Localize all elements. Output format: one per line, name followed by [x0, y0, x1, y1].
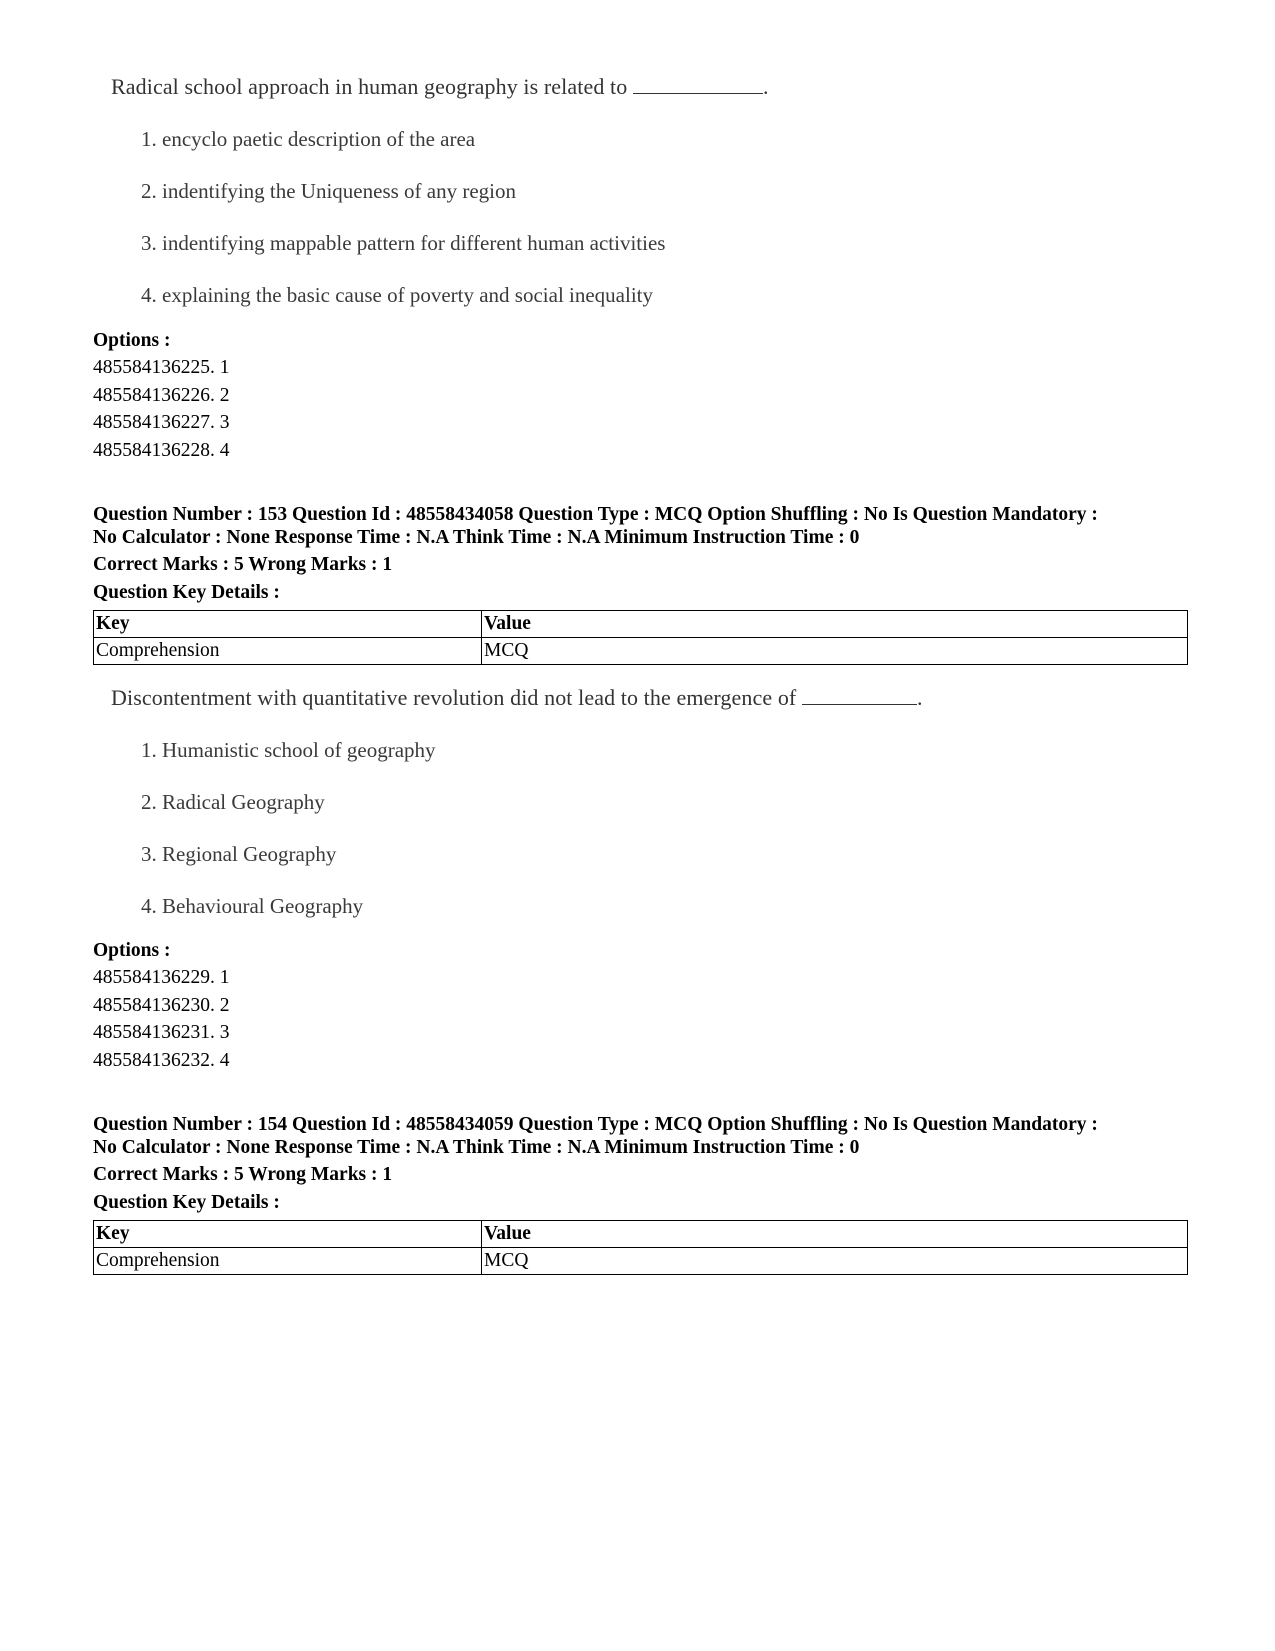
key-details-label: Question Key Details :	[93, 582, 280, 603]
table-header-value: Value	[482, 1221, 1188, 1248]
option-item: 485584136230. 2	[93, 995, 230, 1016]
question-meta-line-2: No Calculator : None Response Time : N.A Think Time : N.A Minimum Instruction Time : 0	[93, 527, 860, 548]
answer-blank	[633, 75, 763, 94]
question-stem-text: Radical school approach in human geography is related to	[111, 74, 628, 99]
key-details-table	[93, 610, 1188, 665]
key-details-label: Question Key Details :	[93, 1192, 280, 1213]
key-details-table	[93, 1220, 1188, 1275]
option-item: 485584136226. 2	[93, 385, 230, 406]
table-cell-key: Comprehension	[94, 1248, 482, 1275]
option-item: 485584136228. 4	[93, 440, 230, 461]
option-item: 485584136231. 3	[93, 1022, 230, 1043]
question-choice-4: 4. Behavioural Geography	[141, 894, 364, 918]
question-meta-line-2: No Calculator : None Response Time : N.A Think Time : N.A Minimum Instruction Time : 0	[93, 1137, 860, 1158]
question-marks: Correct Marks : 5 Wrong Marks : 1	[93, 554, 393, 575]
option-item: 485584136225. 1	[93, 357, 230, 378]
question-stem-text: Discontentment with quantitative revolution did not lead to the emergence of	[111, 685, 797, 710]
table-header-value: Value	[482, 611, 1188, 638]
question-marks: Correct Marks : 5 Wrong Marks : 1	[93, 1164, 393, 1185]
question-choice-3: 3. indentifying mappable pattern for different human activities	[141, 231, 666, 255]
table-header-key: Key	[94, 1221, 482, 1248]
question-choice-1: 1. Humanistic school of geography	[141, 738, 436, 762]
question-choice-3: 3. Regional Geography	[141, 842, 337, 866]
table-row	[94, 1248, 1188, 1275]
question-choice-2: 2. indentifying the Uniqueness of any region	[141, 179, 517, 203]
answer-blank	[802, 686, 917, 705]
options-label: Options :	[93, 330, 171, 351]
table-cell-key: Comprehension	[94, 638, 482, 665]
table-header-row	[94, 1221, 1188, 1248]
table-header-row	[94, 611, 1188, 638]
question-choice-4: 4. explaining the basic cause of poverty and social inequality	[141, 283, 654, 307]
option-item: 485584136227. 3	[93, 412, 230, 433]
question-meta-line-1: Question Number : 153 Question Id : 48558434058 Question Type : MCQ Option Shuffling : No Is Question Mandatory :	[93, 504, 1098, 525]
question-stem	[111, 74, 769, 100]
table-header-key: Key	[94, 611, 482, 638]
question-meta-line-1: Question Number : 154 Question Id : 48558434059 Question Type : MCQ Option Shuffling : No Is Question Mandatory :	[93, 1114, 1098, 1135]
question-choice-1: 1. encyclo paetic description of the area	[141, 127, 476, 151]
table-cell-value: MCQ	[482, 1248, 1188, 1275]
table-row	[94, 638, 1188, 665]
options-label: Options :	[93, 940, 171, 961]
option-item: 485584136229. 1	[93, 967, 230, 988]
question-choice-2: 2. Radical Geography	[141, 790, 325, 814]
question-stem	[111, 685, 923, 711]
question-stem-end: .	[762, 74, 769, 99]
option-item: 485584136232. 4	[93, 1050, 230, 1071]
table-cell-value: MCQ	[482, 638, 1188, 665]
question-stem-end: .	[916, 685, 923, 710]
